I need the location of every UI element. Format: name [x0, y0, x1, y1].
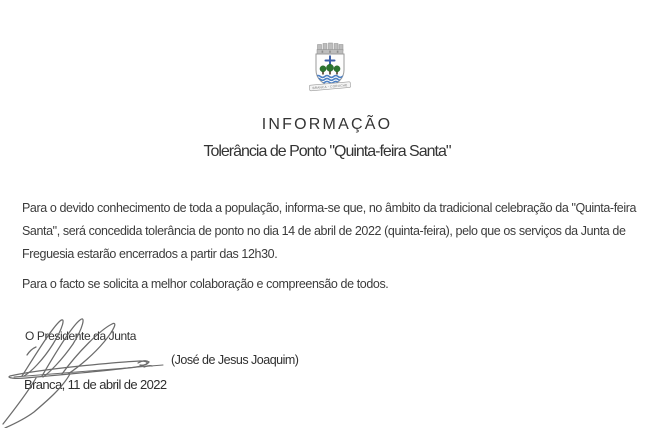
place-and-date: Branca, 11 de abril de 2022 [24, 377, 167, 392]
coat-of-arms-icon [297, 40, 363, 94]
paragraph-2: Para o facto se solicita a melhor colaboração e compreensão de todos. [22, 277, 389, 291]
paragraph-1-line-3: Freguesia estarão encerrados a partir das 12h30. [22, 247, 278, 261]
emblem-caption: BRANCA - CORUCHE [312, 83, 348, 91]
trees-icon [320, 64, 340, 74]
mural-crown-icon [317, 43, 343, 54]
document-title: INFORMAÇÃO [261, 116, 393, 133]
paragraph-1 [22, 197, 642, 266]
paragraph-1-line-2: Santa", será concedida tolerância de ponto no dia 14 de abril de 2022 (quinta-feira), pelo que os serviços da Junta de [22, 224, 626, 238]
signature-role: O Presidente da Junta [25, 329, 137, 343]
paragraph-1-line-1: Para o devido conhecimento de toda a população, informa-se que, no âmbito da tradicional celebração da "Quinta-feira [22, 201, 637, 215]
signature-name: (José de Jesus Joaquim) [171, 353, 299, 367]
document-subtitle: Tolerância de Ponto "Quinta-feira Santa" [203, 143, 451, 160]
